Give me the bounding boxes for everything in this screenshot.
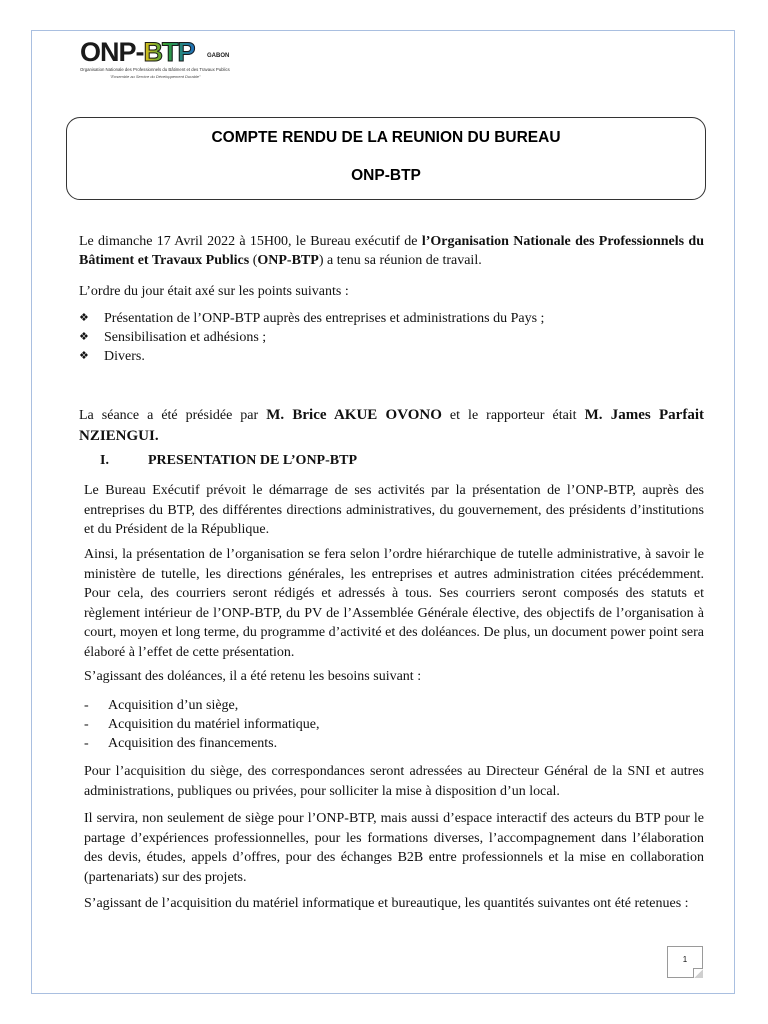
agenda-list <box>79 309 699 366</box>
intro-text-a: Le dimanche 17 Avril 2022 à 15H00, le Bureau exécutif de <box>79 234 422 249</box>
president-name: M. Brice AKUE OVONO <box>266 407 442 423</box>
section-paragraph-6: S’agissant de l’acquisition du matériel informatique et bureautique, les quantités suivantes ont été retenues : <box>84 896 689 911</box>
intro-text-c: ( <box>249 253 258 268</box>
title-box <box>66 117 706 200</box>
section-paragraph-3: S’agissant des doléances, il a été retenu les besoins suivant : <box>84 669 422 684</box>
intro-text-e: ) a tenu sa réunion de travail. <box>318 253 482 268</box>
rapporteur-name: M. James Parfait NZIENGUI. <box>79 407 704 444</box>
agenda-intro: L’ordre du jour était axé sur les points suivants : <box>79 284 349 299</box>
dash-bullet: - <box>84 736 89 751</box>
list-item <box>79 347 699 366</box>
logo-country: GABON <box>207 53 230 59</box>
diamond-bullet-icon: ❖ <box>79 331 89 343</box>
list-item <box>84 734 684 753</box>
list-item <box>84 715 684 734</box>
agenda-item-text: Sensibilisation et adhésions ; <box>104 330 267 345</box>
logo-wordmark <box>80 38 195 66</box>
need-item-text: Acquisition des financements. <box>108 736 278 751</box>
session-text-c: et le rapporteur était <box>441 408 585 423</box>
section-title: PRESENTATION DE L’ONP-BTP <box>148 453 357 468</box>
document-subtitle: ONP-BTP <box>351 167 421 184</box>
list-item <box>84 696 684 715</box>
page-number: 1 <box>667 946 703 978</box>
diamond-bullet-icon: ❖ <box>79 312 89 324</box>
agenda-item-text: Présentation de l’ONP-BTP auprès des entreprises et administrations du Pays ; <box>104 311 545 326</box>
session-text-a: La séance a été présidée par <box>79 408 267 423</box>
dash-bullet: - <box>84 698 89 713</box>
session-paragraph <box>79 405 704 447</box>
section-paragraph-4: Pour l’acquisition du siège, des correspondances seront adressées au Directeur Général de la SNI et autres administrations, publiques ou privées, pour solliciter la mise à disposition d’un local. <box>84 764 704 799</box>
list-item <box>79 309 699 328</box>
section-paragraph-2: Ainsi, la présentation de l’organisation se fera selon l’ordre hiérarchique de tutelle administrative, à savoir le ministère de tutelle, les directions générales, les entreprises et autres administration citées précédemment. Pour cela, des courriers seront rédigés et adressés à tous. Ses courriers seront composés des statuts et règlement intérieur de l’ONP-BTP, du PV de l’Assemblée Générale élective, des objectifs de l’organisation à court, moyen et long terme, du programme d’activité et des doléances. De plus, un document power point sera élaboré à l’effet de cette présentation. <box>84 547 704 660</box>
diamond-bullet-icon: ❖ <box>79 350 89 362</box>
document-title: COMPTE RENDU DE LA REUNION DU BUREAU <box>211 129 561 146</box>
onp-btp-logo <box>80 38 230 84</box>
org-acronym: ONP-BTP <box>257 253 319 268</box>
section-heading <box>100 452 357 470</box>
need-item-text: Acquisition d’un siège, <box>108 698 239 713</box>
intro-paragraph <box>79 232 704 270</box>
section-paragraph-5: Il servira, non seulement de siège pour l’ONP-BTP, mais aussi d’espace interactif des acteurs du BTP pour le partage d’expériences professionnelles, pour les formations diverses, l’accompagnement dans l’élaboration des devis, études, appels d’offres, pour des échanges B2B entre professionnels et la mise en collaboration (partenariats) sur des projets. <box>84 811 704 885</box>
section-paragraph-1: Le Bureau Exécutif prévoit le démarrage de ses activités par la présentation de l’ONP-BTP, auprès des entreprises du BTP, des différentes directions administratives, du gouvernement, des présidents d’institutions et du Président de la République. <box>84 483 704 537</box>
needs-list <box>84 696 684 753</box>
dash-bullet: - <box>84 717 89 732</box>
logo-btp: BTP <box>143 37 195 67</box>
logo-subtitle: Organisation Nationale des Professionnels du Bâtiment et des Travaux Publics <box>80 67 230 72</box>
list-item <box>79 328 699 347</box>
org-full-name: l’Organisation Nationale des Professionnels du Bâtiment et Travaux Publics <box>79 234 704 268</box>
logo-slogan: "Ensemble au Service du Développement Durable" <box>110 74 201 79</box>
logo-prefix: ONP- <box>80 37 144 67</box>
need-item-text: Acquisition du matériel informatique, <box>108 717 320 732</box>
agenda-item-text: Divers. <box>104 349 145 364</box>
section-number: I. <box>100 453 109 468</box>
